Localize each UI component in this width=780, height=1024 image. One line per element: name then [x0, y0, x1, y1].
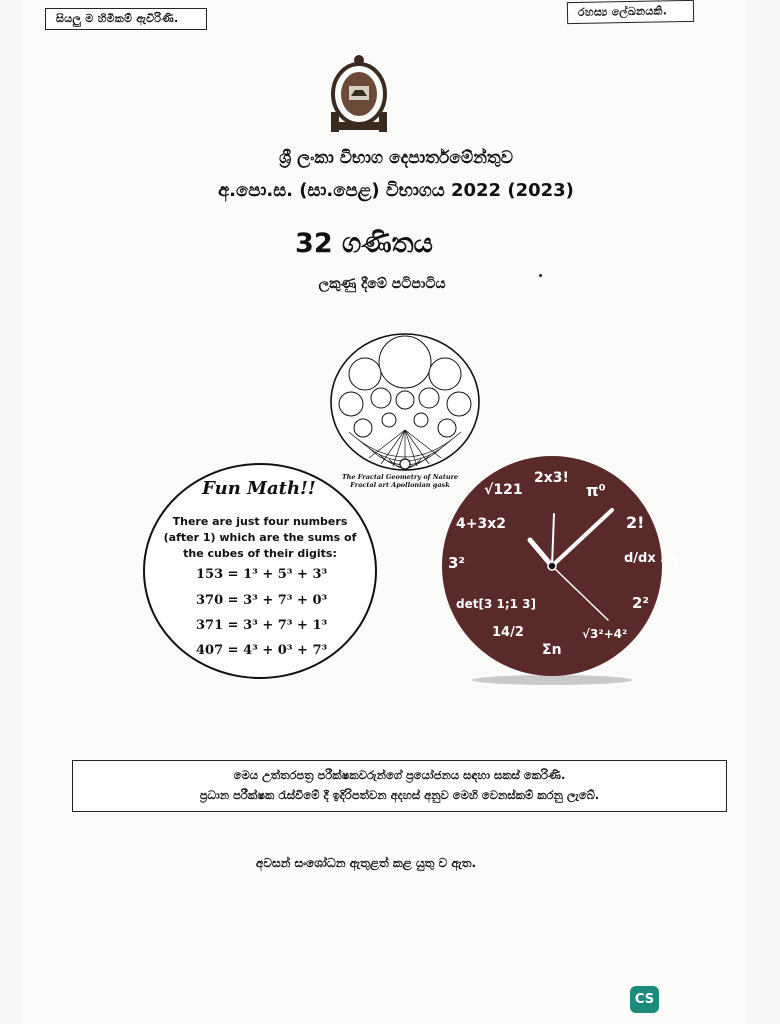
equation-153: 153 = 1³ + 5³ + 3³	[196, 567, 328, 582]
clock-label-8: det[3 1;1 3]	[456, 597, 536, 611]
fun-math-text: There are just four numbers (after 1) which are the sums of the cubes of their digits:	[163, 515, 357, 560]
notice-line2: ප්‍රධාන පරීක්ෂක රැස්වීමේ දී ඉදිරිපත්වන අදහස් අනුව මෙහි වෙනස්කම් කරනු ලැබේ.	[199, 788, 600, 802]
marking-scheme-title: ලකුණු දීමේ පටිපාටිය	[318, 276, 446, 292]
subject-title: 32 ගණිතය	[295, 228, 433, 259]
clock-center	[548, 562, 556, 570]
clock-label-6: Σn	[542, 642, 562, 658]
notice-line1: මෙය උත්තරපත්‍ර පරීක්ෂකවරුන්ගේ ප්‍රයෝජනය සඳහා සකස් කෙරිණි.	[233, 768, 566, 782]
clock-label-4: 2²	[632, 594, 650, 612]
apollonian-gasket-image	[329, 332, 481, 472]
sri-lanka-emblem-icon	[329, 52, 389, 136]
equation-407: 407 = 4³ + 0³ + 7³	[196, 643, 328, 658]
fun-math-title: Fun Math!!	[202, 478, 316, 499]
clock-label-2: 2!	[626, 513, 645, 532]
math-clock-image	[436, 458, 678, 680]
footer-note: අවසන් සංශෝධන ඇතුළත් කළ යුතු ව ඇත.	[255, 856, 477, 870]
exam-title: අ.පො.ස. (සා.පෙළ) විභාගය 2022 (2023)	[218, 180, 574, 201]
confidential-label: රහස්‍ය ලේඛනයකි.	[567, 0, 694, 24]
clock-label-5: √3²+4²	[582, 627, 628, 641]
clock-label-3: d/dx 3x	[624, 551, 678, 566]
equation-370: 370 = 3³ + 7³ + 0³	[196, 593, 328, 608]
fractal-caption-line2: Fractal art Apollonian gask	[350, 481, 450, 489]
notice-box	[72, 760, 727, 812]
department-name: ශ්‍රී ලංකා විභාග දෙපාර්තමේන්තුව	[279, 148, 513, 168]
clock-label-10: 4+3x2	[456, 516, 506, 532]
clock-label-1: π⁰	[586, 481, 606, 500]
clock-label-9: 3²	[448, 554, 466, 572]
speck	[539, 274, 542, 277]
clock-label-7: 14/2	[492, 625, 524, 640]
clock-label-12: 2x3!	[534, 470, 569, 486]
camscanner-badge-icon: CS	[630, 986, 659, 1013]
fractal-caption-line1: The Fractal Geometry of Nature	[341, 473, 459, 481]
copyright-label: සියලු ම හිමිකම් ඇවිරිණි.	[45, 8, 207, 30]
clock-label-11: √121	[484, 482, 523, 498]
equation-371: 371 = 3³ + 7³ + 1³	[196, 618, 328, 633]
